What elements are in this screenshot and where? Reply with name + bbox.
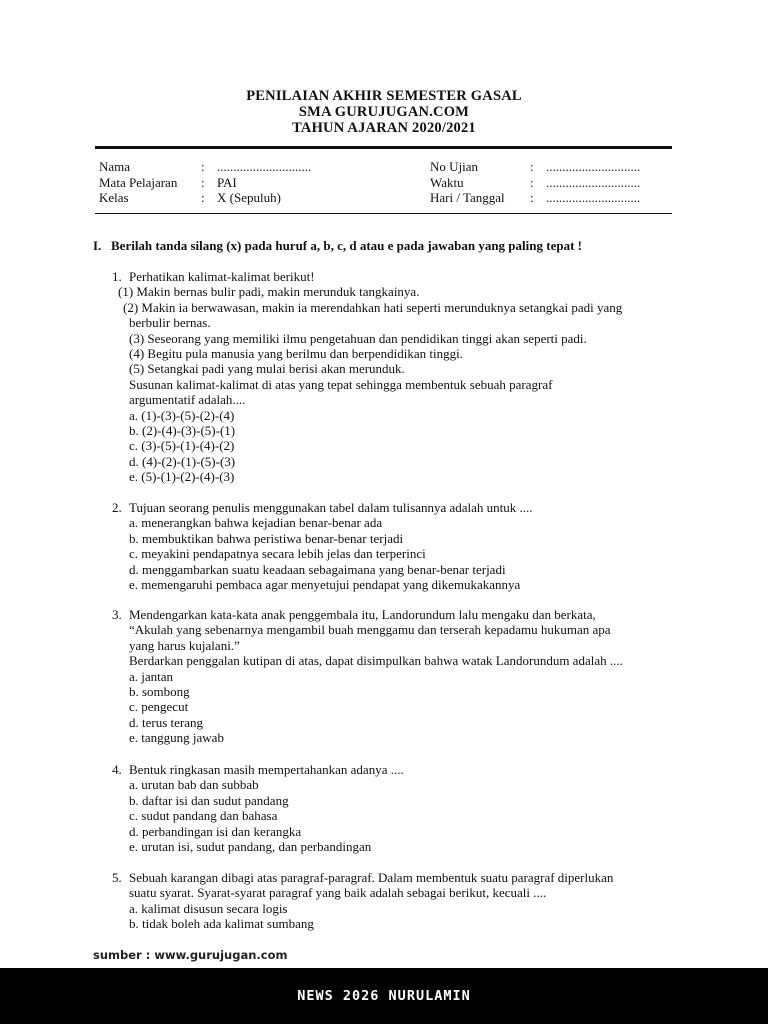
question-2 — [112, 500, 533, 592]
info-left — [99, 159, 311, 206]
question-line: “Akulah yang sebenarnya mengambil buah menggamu dan terserah kepadamu hukuman apa — [129, 622, 611, 638]
info-value: ............................. — [546, 190, 641, 205]
answer-option-a: a. jantan — [129, 668, 174, 684]
footer-text: NEWS 2026 NURULAMIN — [297, 988, 471, 1004]
header-year: TAHUN AJARAN 2020/2021 — [292, 120, 476, 136]
answer-option-c: c. meyakini pendapatnya secara lebih jelas dan terperinci — [129, 546, 426, 562]
question-stem: Bentuk ringkasan masih mempertahankan adanya .... — [129, 762, 404, 777]
answer-option-b: b. sombong — [129, 684, 190, 700]
question-stem: Sebuah karangan dibagi atas paragraf-paragraf. Dalam membentuk suatu paragraf diperlukan — [129, 870, 614, 885]
answer-option-c: c. pengecut — [129, 699, 189, 715]
question-line: Susunan kalimat-kalimat di atas yang tepat sehingga membentuk sebuah paragraf — [129, 376, 553, 392]
answer-option-a: a. menerangkan bahwa kejadian benar-benar ada — [129, 515, 383, 531]
question-line: (5) Setangkai padi yang mulai berisi akan merunduk. — [129, 361, 405, 377]
instruction-text: Berilah tanda silang (x) pada huruf a, b, c, d atau e pada jawaban yang paling tepat ! — [111, 238, 582, 253]
answer-option-c: c. sudut pandang dan bahasa — [129, 808, 278, 824]
question-stem: Tujuan seorang penulis menggunakan tabel dalam tulisannya adalah untuk .... — [129, 500, 533, 515]
question-5 — [112, 870, 613, 932]
info-label: Waktu — [430, 174, 464, 190]
answer-option-b: b. (2)-(4)-(3)-(5)-(1) — [129, 423, 236, 439]
answer-option-a: a. urutan bab dan subbab — [129, 777, 259, 793]
info-colon: : — [530, 190, 534, 205]
question-line: suatu syarat. Syarat-syarat paragraf yang baik adalah sebagai berikut, kecuali .... — [129, 885, 547, 901]
header-divider-thick — [95, 146, 672, 149]
info-label: Hari / Tanggal — [430, 190, 505, 205]
footer-banner — [0, 968, 768, 1024]
question-4 — [112, 762, 404, 854]
question-line: (4) Begitu pula manusia yang berilmu dan berpendidikan tinggi. — [129, 346, 463, 362]
answer-option-b: b. membuktikan bahwa peristiwa benar-benar terjadi — [129, 530, 404, 546]
header-title: PENILAIAN AKHIR SEMESTER GASAL — [246, 88, 522, 104]
exam-header — [0, 88, 768, 136]
info-row-mata-pelajaran — [99, 175, 311, 191]
question-1 — [112, 269, 622, 485]
source-credit: sumber : www.gurujugan.com — [93, 948, 288, 962]
info-colon: : — [201, 174, 205, 190]
info-colon: : — [201, 159, 205, 174]
answer-option-d: d. menggambarkan suatu keadaan sebagaimana yang benar-benar terjadi — [129, 561, 506, 577]
info-row-hari-tanggal — [430, 190, 640, 206]
info-colon: : — [530, 174, 534, 190]
answer-option-d: d. perbandingan isi dan kerangka — [129, 823, 302, 839]
question-number: 5. — [112, 870, 122, 885]
info-label: No Ujian — [430, 159, 479, 174]
answer-option-a: a. (1)-(3)-(5)-(2)-(4) — [129, 407, 235, 423]
question-number: 3. — [112, 607, 122, 622]
info-value: ............................. — [546, 159, 641, 174]
info-label: Nama — [99, 159, 131, 174]
answer-option-d: d. terus terang — [129, 714, 204, 730]
question-stem: Mendengarkan kata-kata anak penggembala itu, Landorundum lalu mengaku dan berkata, — [129, 607, 596, 622]
question-number: 1. — [112, 269, 122, 284]
question-line: (3) Seseorang yang memiliki ilmu pengetahuan dan pendidikan tinggi akan seperti padi. — [129, 330, 587, 346]
section-instruction — [93, 238, 582, 254]
question-line: argumentatif adalah.... — [129, 392, 246, 408]
info-row-kelas — [99, 190, 311, 206]
info-label: Kelas — [99, 190, 129, 205]
answer-option-d: d. (4)-(2)-(1)-(5)-(3) — [129, 453, 236, 469]
answer-option-e: e. (5)-(1)-(2)-(4)-(3) — [129, 469, 235, 485]
question-line: (1) Makin bernas bulir padi, makin merunduk tangkainya. — [118, 284, 420, 300]
answer-option-e: e. urutan isi, sudut pandang, dan perbandingan — [129, 839, 372, 855]
question-number: 2. — [112, 500, 122, 515]
question-stem: Perhatikan kalimat-kalimat berikut! — [129, 269, 315, 284]
answer-option-b: b. daftar isi dan sudut pandang — [129, 792, 289, 808]
section-number: I. — [93, 238, 102, 253]
answer-option-e: e. memengaruhi pembaca agar menyetujui pendapat yang dikemukakannya — [129, 577, 521, 593]
question-line: (2) Makin ia berwawasan, makin ia merendahkan hati seperti merunduknya setangkai padi yang — [123, 299, 623, 315]
info-row-no-ujian — [430, 159, 640, 175]
info-colon: : — [530, 159, 534, 174]
header-school: SMA GURUJUGAN.COM — [298, 104, 470, 120]
info-row-nama — [99, 159, 311, 175]
info-divider-thin — [95, 213, 672, 214]
question-line: Berdarkan penggalan kutipan di atas, dapat disimpulkan bahwa watak Landorundum adalah .... — [129, 653, 623, 669]
info-value: PAI — [217, 174, 237, 190]
info-colon: : — [201, 190, 205, 205]
question-line: berbulir bernas. — [129, 315, 211, 331]
answer-option-e: e. tanggung jawab — [129, 730, 224, 746]
answer-option-b: b. tidak boleh ada kalimat sumbang — [129, 916, 314, 932]
info-right — [430, 159, 640, 206]
info-label: Mata Pelajaran — [99, 174, 178, 190]
info-value: ............................. — [546, 174, 641, 190]
info-value: ............................. — [217, 159, 312, 174]
info-row-waktu — [430, 175, 640, 191]
question-number: 4. — [112, 762, 122, 777]
question-3 — [112, 607, 623, 746]
question-line: yang harus kujalani.” — [129, 637, 240, 653]
answer-option-c: c. (3)-(5)-(1)-(4)-(2) — [129, 438, 235, 454]
answer-option-a: a. kalimat disusun secara logis — [129, 900, 288, 916]
info-value: X (Sepuluh) — [217, 190, 281, 205]
